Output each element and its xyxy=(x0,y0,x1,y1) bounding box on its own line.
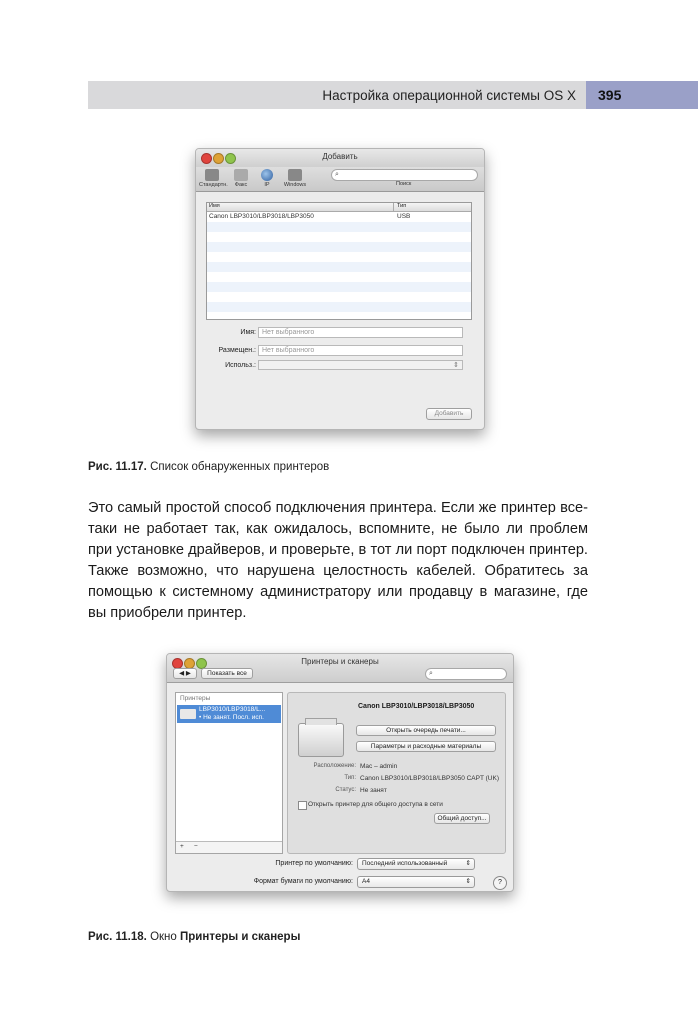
search-label: Поиск xyxy=(396,181,412,187)
add-button[interactable]: Добавить xyxy=(426,408,472,420)
printer-details-panel xyxy=(287,692,506,854)
printer-name: Canon LBP3010/LBP3018/LBP3050 xyxy=(209,213,314,220)
printer-image xyxy=(298,723,344,757)
location-value: Mac – admin xyxy=(360,763,398,770)
col-name[interactable]: Имя xyxy=(209,203,220,209)
paper-size-label: Формат бумаги по умолчанию: xyxy=(253,878,353,885)
share-checkbox-label: Открыть принтер для общего доступа в сети xyxy=(308,801,443,808)
name-field[interactable]: Нет выбранного xyxy=(258,327,463,338)
sidebar-item-printer[interactable] xyxy=(177,705,281,723)
tab-ip[interactable]: IP xyxy=(254,169,280,188)
search-input[interactable] xyxy=(425,668,507,680)
tab-windows[interactable]: Windows xyxy=(282,169,308,188)
printer-list[interactable] xyxy=(206,202,472,320)
caption-text: Список обнаруженных принтеров xyxy=(150,461,330,473)
caption-number: Рис. 11.17. xyxy=(88,461,147,473)
list-header xyxy=(207,203,471,212)
use-label: Использ.: xyxy=(225,362,256,369)
printer-sidebar xyxy=(175,692,283,854)
location-field[interactable]: Нет выбранного xyxy=(258,345,463,356)
printer-type: USB xyxy=(397,213,411,220)
caption-number: Рис. 11.18. xyxy=(88,931,147,943)
caption-bold-text: Принтеры и сканеры xyxy=(180,931,301,943)
show-all-button[interactable]: Показать все xyxy=(201,668,253,679)
default-printer-label: Принтер по умолчанию: xyxy=(275,860,353,867)
name-label: Имя: xyxy=(240,329,256,336)
open-queue-button[interactable]: Открыть очередь печати... xyxy=(356,725,496,736)
chevron-updown-icon: ⇕ xyxy=(465,878,471,885)
status-label: Статус: xyxy=(335,787,356,793)
search-icon: ⌕ xyxy=(429,670,433,677)
figure-caption-1 xyxy=(88,461,329,473)
col-type[interactable]: Тип xyxy=(397,203,407,209)
printer-icon xyxy=(180,709,196,719)
tab-fax[interactable]: Факс xyxy=(228,169,254,188)
add-printer-window xyxy=(195,148,485,430)
titlebar xyxy=(196,149,484,168)
printer-icon xyxy=(205,169,219,181)
sidebar-header: Принтеры xyxy=(180,695,211,702)
location-label: Расположение: xyxy=(313,763,356,769)
help-icon[interactable]: ? xyxy=(493,876,507,890)
remove-printer-button[interactable]: − xyxy=(194,843,198,850)
fax-icon xyxy=(234,169,248,181)
back-forward-buttons[interactable]: ◀ ▶ xyxy=(173,668,197,679)
default-printer-select[interactable]: Последний использованный ⇕ xyxy=(357,858,475,870)
type-value: Canon LBP3010/LBP3018/LBP3050 CAPT (UK) xyxy=(360,775,499,782)
printers-scanners-window xyxy=(166,653,514,892)
window-title: Добавить xyxy=(322,152,358,161)
windows-printer-icon xyxy=(288,169,302,181)
chapter-title: Настройка операционной системы OS X xyxy=(322,88,576,103)
toolbar xyxy=(167,654,513,683)
options-supplies-button[interactable]: Параметры и расходные материалы xyxy=(356,741,496,752)
chevron-updown-icon: ⇕ xyxy=(465,860,471,867)
paper-size-select[interactable]: A4 ⇕ xyxy=(357,876,475,888)
page-number: 395 xyxy=(598,87,622,103)
use-select[interactable] xyxy=(258,360,463,370)
printer-name-short: LBP3010/LBP3018/L... xyxy=(199,706,266,713)
type-label: Тип: xyxy=(344,775,356,781)
sharing-prefs-button[interactable]: Общий доступ... xyxy=(434,813,490,824)
location-label: Размещен.: xyxy=(218,347,256,354)
search-icon: ⌕ xyxy=(335,171,339,178)
figure-caption-2 xyxy=(88,931,300,943)
share-checkbox[interactable] xyxy=(298,801,307,810)
add-printer-button[interactable]: + xyxy=(180,843,184,850)
list-item[interactable] xyxy=(207,212,471,222)
tab-default[interactable]: Стандартн. xyxy=(199,169,225,188)
printer-status-short: • Не занят. Посл. исп. xyxy=(199,714,264,721)
chevron-updown-icon: ⇕ xyxy=(453,362,459,369)
search-input[interactable] xyxy=(331,169,478,181)
printer-title: Canon LBP3010/LBP3018/LBP3050 xyxy=(358,703,475,710)
body-paragraph: Это самый простой способ подключения принтера. Если же принтер все-таки не работает так, как ожидалось, вспомните, не было ли проблем при установке драйверов, и проверьте, в тот ли порт подключен принтер. Также возможно, что нарушена целостность кабелей. Обратитесь за помощью к системному администратору или продавцу в магазине, где вы приобрели принтер. xyxy=(88,500,588,621)
caption-text: Окно xyxy=(150,931,177,943)
status-value: Не занят xyxy=(360,787,387,794)
globe-icon xyxy=(261,169,273,181)
window-title: Принтеры и сканеры xyxy=(301,657,379,666)
